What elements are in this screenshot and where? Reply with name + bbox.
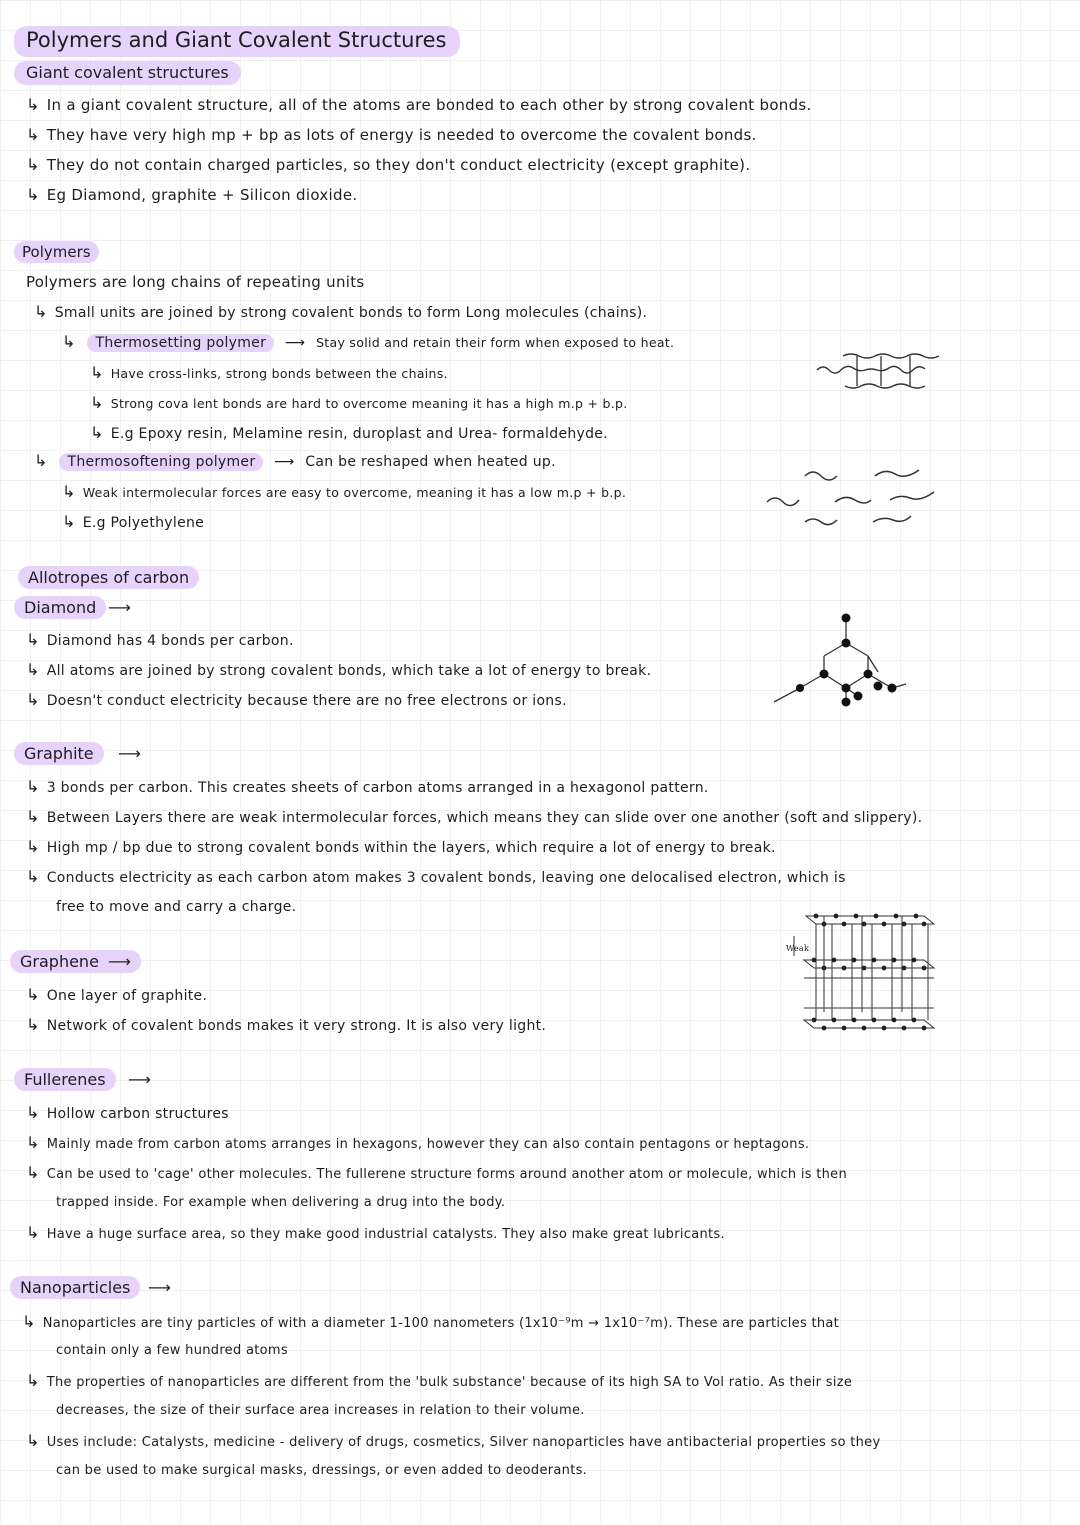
nano-line-1: ↳ Nanoparticles are tiny particles of with a diameter 1-100 nanometers (1x10⁻⁹m → 1x10⁻⁷m). These are particles that [22,1313,839,1333]
graphite-line-4-continued: free to move and carry a charge. [56,899,297,915]
diamond-structure-diagram [770,610,910,720]
fullerenes-line-4: ↳ Have a huge surface area, so they make good industrial catalysts. They also make great lubricants. [26,1224,725,1244]
graphite-line-2: ↳ Between Layers there are weak intermolecular forces, which means they can slide over one another (soft and slippery). [26,808,922,827]
thermosoftening-point-1: ↳ Weak intermolecular forces are easy to overcome, meaning it has a low m.p + b.p. [62,483,626,502]
arrow-right-icon: ⟶ [148,1278,172,1297]
thermosoftening-point-2: ↳ E.g Polyethylene [62,513,204,532]
graphene-heading-text: Graphene [20,952,99,971]
thermosetting-label: Thermosetting polymer [87,334,274,352]
fullerenes-heading-text: Fullerenes [24,1070,106,1089]
cross-linked-polymer-sketch [815,348,940,393]
graphite-heading-text: Graphite [24,744,94,763]
thermosetting-point-2: ↳ Strong cova lent bonds are hard to overcome meaning it has a high m.p + b.p. [90,394,628,413]
giant-covalent-heading-text: Giant covalent structures [26,63,229,82]
nanoparticles-heading [10,1276,140,1299]
nano-line-3-continued: can be used to make surgical masks, dressings, or even added to deoderants. [56,1463,588,1478]
arrow-right-icon: ⟶ [118,744,142,763]
thermosetting-point-3: ↳ E.g Epoxy resin, Melamine resin, duroplast and Urea- formaldehyde. [90,424,608,443]
diamond-line-2: ↳ All atoms are joined by strong covalent bonds, which take a lot of energy to break. [26,661,651,680]
thermosetting-desc: Stay solid and retain their form when exposed to heat. [316,335,675,350]
nano-line-1-continued: contain only a few hundred atoms [56,1343,288,1358]
diamond-heading-text: Diamond [24,598,97,617]
polymers-heading [14,241,99,263]
graphene-line-1: ↳ One layer of graphite. [26,986,207,1005]
nano-line-3: ↳ Uses include: Catalysts, medicine - delivery of drugs, cosmetics, Silver nanoparticles have antibacterial properties so they [26,1432,880,1452]
polymer-chains-sketch [765,462,960,532]
thermosoftening-row [34,452,556,471]
nano-line-2: ↳ The properties of nanoparticles are different from the 'bulk substance' because of its high SA to Vol ratio. As their size [26,1372,852,1392]
thermosoftening-desc: Can be reshaped when heated up. [305,454,556,470]
diamond-heading [14,596,106,619]
graphite-heading [14,742,104,765]
fullerenes-line-3-continued: trapped inside. For example when delivering a drug into the body. [56,1195,506,1210]
diamond-line-3: ↳ Doesn't conduct electricity because there are no free electrons or ions. [26,691,567,710]
fullerenes-line-3: ↳ Can be used to 'cage' other molecules. The fullerene structure forms around another atom or molecule, which is then [26,1164,847,1184]
polymers-intro: Polymers are long chains of repeating units [26,273,365,291]
graphite-weak-label: Weak [786,944,810,953]
arrow-right-icon: ⟶ [284,335,306,351]
giant-line-3: ↳ They do not contain charged particles, so they don't conduct electricity (except graphite). [26,156,750,174]
giant-line-1: ↳ In a giant covalent structure, all of the atoms are bonded to each other by strong covalent bonds. [26,96,812,114]
giant-line-4: ↳ Eg Diamond, graphite + Silicon dioxide. [26,186,357,204]
arrow-right-icon: ⟶ [274,454,295,470]
thermosoftening-label: Thermosoftening polymer [59,453,263,471]
allotropes-heading [18,566,199,589]
fullerenes-line-1: ↳ Hollow carbon structures [26,1104,229,1123]
polymers-heading-text: Polymers [22,243,91,261]
arrow-right-icon: ⟶ [108,598,132,617]
arrow-right-icon: ⟶ [128,1070,152,1089]
graphene-heading [10,950,141,973]
nano-line-2-continued: decreases, the size of their surface area increases in relation to their volume. [56,1403,585,1418]
allotropes-heading-text: Allotropes of carbon [28,568,190,587]
fullerenes-line-2: ↳ Mainly made from carbon atoms arranges in hexagons, however they can also contain pentagons or heptagons. [26,1134,809,1154]
thermosetting-point-1: ↳ Have cross-links, strong bonds between the chains. [90,364,448,383]
graphene-line-2: ↳ Network of covalent bonds makes it very strong. It is also very light. [26,1016,546,1035]
page-title-text: Polymers and Giant Covalent Structures [26,28,447,52]
arrow-right-icon: ⟶ [108,952,131,971]
page-title [14,26,460,57]
fullerenes-heading [14,1068,116,1091]
diamond-line-1: ↳ Diamond has 4 bonds per carbon. [26,631,294,650]
graphite-line-1: ↳ 3 bonds per carbon. This creates sheets of carbon atoms arranged in a hexagonol pattern. [26,778,709,797]
polymers-small-units: ↳ Small units are joined by strong covalent bonds to form Long molecules (chains). [34,303,647,322]
graphite-line-4: ↳ Conducts electricity as each carbon atom makes 3 covalent bonds, leaving one delocalised electron, which is [26,868,846,887]
nanoparticles-heading-text: Nanoparticles [20,1278,131,1297]
graphite-layers-diagram [784,908,944,1038]
giant-line-2: ↳ They have very high mp + bp as lots of energy is needed to overcome the covalent bonds. [26,126,757,144]
thermosetting-row [62,333,674,352]
graphite-line-3: ↳ High mp / bp due to strong covalent bonds within the layers, which require a lot of energy to break. [26,838,776,857]
giant-covalent-heading [14,61,241,85]
